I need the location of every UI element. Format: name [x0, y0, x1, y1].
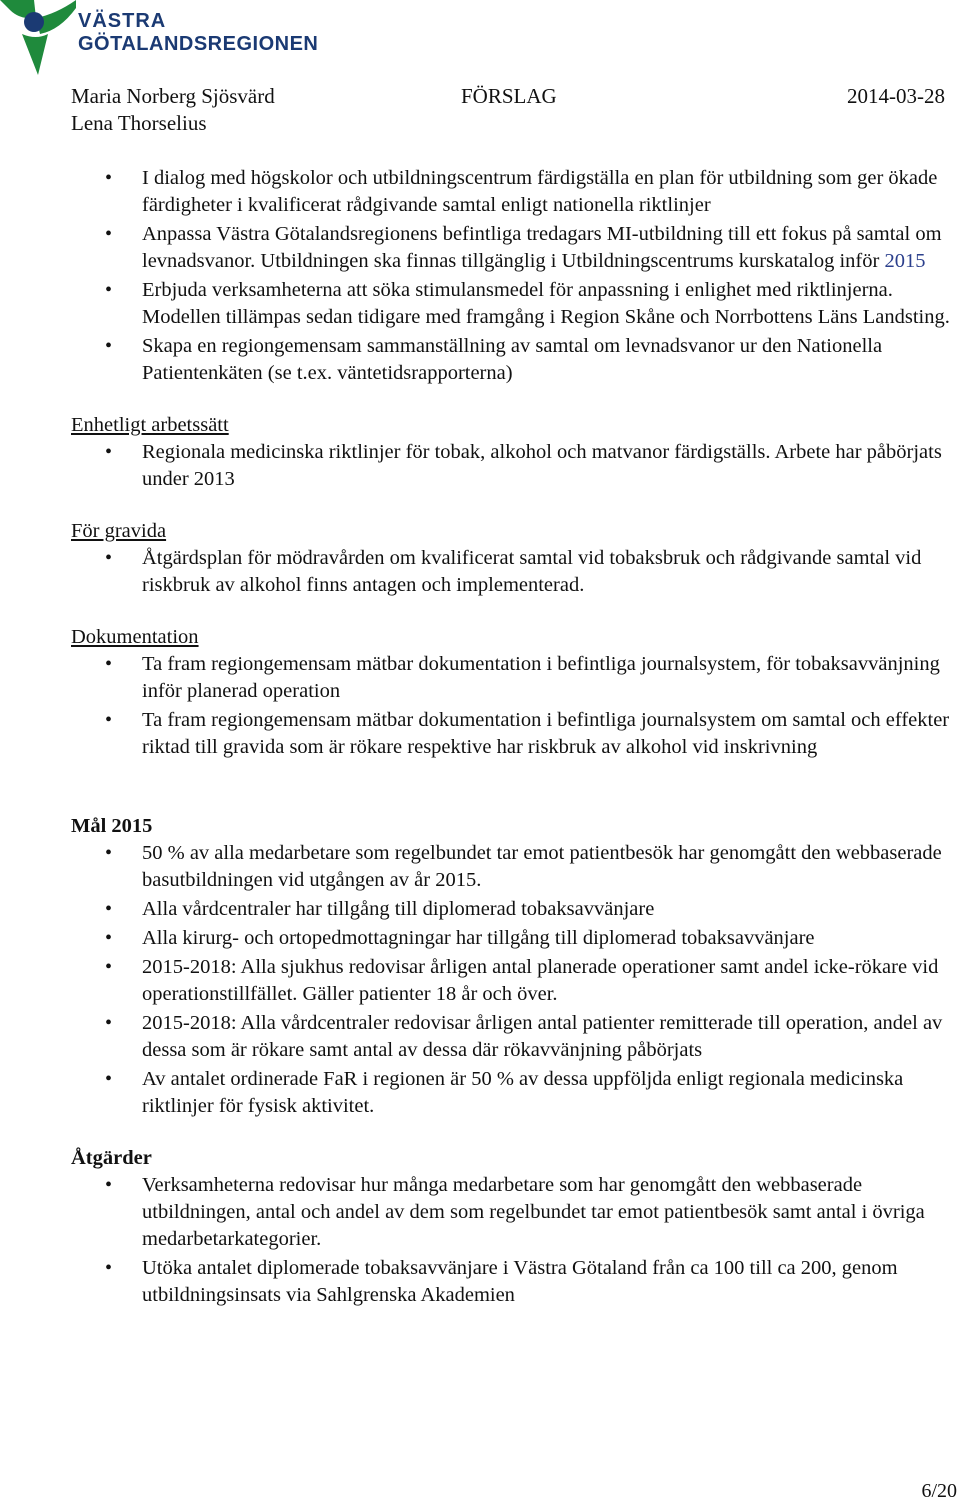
year-highlight: 2015 [884, 250, 926, 272]
section-list [71, 651, 959, 761]
author-name-2: Lena Thorselius [71, 111, 207, 135]
actions-list [71, 1172, 959, 1309]
logo-line1: VÄSTRA [78, 10, 167, 32]
list-item: • Åtgärdsplan för mödravården om kvalificerat samtal vid tobaksbruk och rådgivande samtal vid riskbruk av alkohol finns antagen och implementerad. [71, 545, 959, 599]
section-heading-dokumentation: Dokumentation [71, 626, 199, 648]
document-status: FÖRSLAG [461, 84, 557, 108]
region-logo-icon [0, 0, 80, 80]
list-item: • Ta fram regiongemensam mätbar dokumentation i befintliga journalsystem om samtal och effekter riktad till gravida som är rökare respektive har riskbruk av alkohol vid inskrivning [71, 707, 959, 761]
list-item: • Alla vårdcentraler har tillgång till diplomerad tobaksavvänjare [71, 896, 959, 923]
actions-heading: Åtgärder [71, 1147, 152, 1169]
list-item: • Skapa en regiongemensam sammanställning av samtal om levnadsvanor ur den Nationella Patientenkäten (se t.ex. väntetidsrapporterna) [71, 333, 959, 387]
page-number: 6/20 [921, 1480, 957, 1502]
list-item: • Erbjuda verksamheterna att söka stimulansmedel för anpassning i enlighet med riktlinjerna. Modellen tillämpas sedan tidigare med framgång i Region Skåne och Norrbottens Läns Landsting. [71, 277, 959, 331]
logo-line2: GÖTALANDSREGIONEN [78, 33, 319, 55]
document-date: 2014-03-28 [847, 84, 945, 108]
list-item: • 2015-2018: Alla vårdcentraler redovisar årligen antal patienter remitterade till operation, andel av dessa som är rökare samt antal av dessa där rökavvänjning påbörjats [71, 1010, 959, 1064]
author-name-1: Maria Norberg Sjösvärd [71, 84, 275, 108]
section-heading-enhetligt: Enhetligt arbetssätt [71, 414, 229, 436]
list-item: • Av antalet ordinerade FaR i regionen är 50 % av dessa uppföljda enligt regionala medicinska riktlinjer för fysisk aktivitet. [71, 1066, 959, 1120]
list-item: • Ta fram regiongemensam mätbar dokumentation i befintliga journalsystem, för tobaksavvänjning inför planerad operation [71, 651, 959, 705]
section-list [71, 545, 959, 599]
author-block [71, 83, 275, 137]
list-item: • 2015-2018: Alla sjukhus redovisar årligen antal planerade operationer samt andel icke-rökare vid operationstillfället. Gäller patienter 18 år och över. [71, 954, 959, 1008]
goals-list [71, 840, 959, 1120]
document-body [71, 165, 959, 1311]
list-item: • Verksamheterna redovisar hur många medarbetare som har genomgått den webbaserade utbildningen, antal och andel av dem som regelbundet tar emot patientbesök samt antal i övriga medarbetarkategorier. [71, 1172, 959, 1253]
intro-list [71, 165, 959, 387]
organization-logo [0, 0, 330, 80]
list-item: • Anpassa Västra Götalandsregionens befintliga tredagars MI-utbildning till ett fokus på samtal om levnadsvanor. Utbildningen ska finnas tillgänglig i Utbildningscentrums kurskatalog inför 2015 [71, 221, 959, 275]
goals-heading: Mål 2015 [71, 815, 153, 837]
section-heading-gravida: För gravida [71, 520, 167, 542]
list-item: • Alla kirurg- och ortopedmottagningar har tillgång till diplomerad tobaksavvänjare [71, 925, 959, 952]
list-item: • Regionala medicinska riktlinjer för tobak, alkohol och matvanor färdigställs. Arbete har påbörjats under 2013 [71, 439, 959, 493]
section-list [71, 439, 959, 493]
list-item: • Utöka antalet diplomerade tobaksavvänjare i Västra Götaland från ca 100 till ca 200, genom utbildningsinsats via Sahlgrenska Akademien [71, 1255, 959, 1309]
list-item: • 50 % av alla medarbetare som regelbundet tar emot patientbesök har genomgått den webbaserade basutbildningen vid utgången av år 2015. [71, 840, 959, 894]
list-item: • I dialog med högskolor och utbildningscentrum färdigställa en plan för utbildning som ger ökade färdigheter i kvalificerat rådgivande samtal enligt nationella riktlinjer [71, 165, 959, 219]
